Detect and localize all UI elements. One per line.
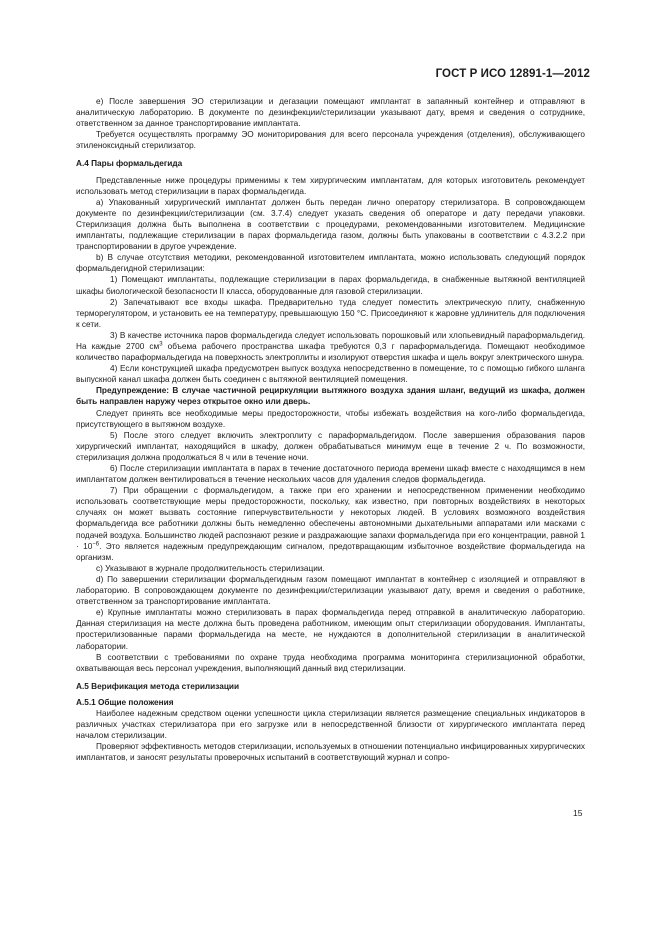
- paragraph-step-4: 4) Если конструкцией шкафа предусмотрен выпуск воздуха непосредственно в помещение, то с помощью гибкого шланга выпускной канал шкафа должен быть соединен с вытяжной вентиляцией помещения.: [76, 364, 585, 385]
- step-3-text-a: 3) В качестве источника паров формальдегида следует использовать порошковый или хлопьевидный параформальдегид. На каждые 2700 см: [76, 330, 585, 351]
- section-heading-a4: А.4 Пары формальдегида: [76, 159, 183, 169]
- subsection-heading-a5-1: А.5.1 Общие положения: [76, 697, 174, 707]
- paragraph-eo-monitoring: Требуется осуществлять программу ЭО мониторирования для всего персонала учреждения (отделения), обслуживающего этиленоксидный стерилизатор.: [76, 130, 585, 151]
- paragraph-step-5: 5) После этого следует включить электроплиту с параформальдегидом. После завершения образования паров хирургический имплантат, находящийся в шкафу, должен обрабатываться минимум еще в течение 2 ч. По возможности, стерилизация должна продолжаться 8 ч или в течение ночи.: [76, 430, 585, 462]
- paragraph-a4-item-c: с) Указывают в журнале продолжительность стерилизации.: [96, 563, 325, 573]
- section-heading-a5: А.5 Верификация метода стерилизации: [76, 681, 240, 691]
- paragraph-a4-item-e: е) Крупные имплантаты можно стерилизовать в парах формальдегида перед отправкой в аналитическую лабораторию. Данная стерилизация на месте должна быть проведена работником, имеющим опыт стерилизации оборудования. Имплантаты, простерилизованные парами формальдегида на месте, не нуждаются в дополнительной стерилизации в аналитической лаборатории.: [76, 608, 585, 651]
- step-7-superscript: −6: [92, 540, 100, 547]
- step-3-text-b: объема рабочего пространства шкафа требуются 0,3 г параформальдегида. Помещают необходимое количество параформальдегида на поверхность электроплиты и изолируют отверстия шкафа и щель вокруг электрического шнура.: [76, 341, 586, 363]
- paragraph-step-2: 2) Запечатывают все входы шкафа. Предварительно туда следует поместить электрическую плиту, снабженную терморегулятором, и установить ее на температуру, превышающую 150 °С. Присоединяют к жаровне удлинитель для подключения к сети.: [76, 297, 585, 329]
- paragraph-a5-1: Наиболее надежным средством оценки успешности цикла стерилизации является размещение специальных индикаторов в различных участках стерилизатора при его загрузке или в непосредственной близости от хирургического имплантата перед началом стерилизации.: [76, 708, 585, 741]
- step-3-superscript: 3: [159, 341, 163, 348]
- document-body: [76, 96, 585, 763]
- paragraph-a5-2: Проверяют эффективность методов стерилизации, используемых в отношении потенциально инфицированных хирургических имплантатов, и заносят результаты проверочных испытаний в соответствующий журнал и сопро-: [76, 742, 585, 763]
- paragraph-a4-item-d: d) По завершении стерилизации формальдегидным газом помещают имплантат в контейнер с изоляцией и отправляют в лабораторию. В сопровождающем документе по дезинфекции/стерилизации указывают дату, время и сведения о работнике, ответственном за транспортирование имплантата.: [76, 574, 585, 607]
- paragraph-precautions: Следует принять все необходимые меры предосторожности, чтобы избежать воздействия на кого-либо формальдегида, присутствующего в вытяжном воздухе.: [76, 408, 585, 429]
- paragraph-step-3: [76, 330, 585, 363]
- paragraph-step-7: [76, 485, 585, 563]
- paragraph-a4-monitoring: В соответствии с требованиями по охране труда необходима программа мониторинга стерилизационной обработки, охватывающая весь персонал учреждения, выполняющий данный вид стерилизации.: [76, 652, 585, 673]
- paragraph-a4-intro: Представленные ниже процедуры применимы к тем хирургическим имплантатам, для которых изготовитель рекомендует использовать метод стерилизации в парах формальдегида.: [76, 175, 585, 196]
- step-7-text-a: 7) При обращении с формальдегидом, а также при его хранении и непосредственном применении необходимо использовать соответствующие меры предосторожности, поскольку, как известно, при повторных воздействиях в некоторых случаях он может вызвать состояние гиперчувствительности у некоторых людей. В условиях возможного воздействия формальдегида все работники должны быть немедленно обеспечены автономными дыхательными аппаратами или масками с подачей воздуха. Большинство людей распознают резкие и раздражающие запахи формальдегида при его концентрации, равной 1 · 10: [76, 486, 585, 551]
- paragraph-step-1: 1) Помещают имплантаты, подлежащие стерилизации в парах формальдегида, в снабженные вытяжной вентиляцией шкафы биологической безопасности II класса, оборудованные для газовой стерилизации.: [76, 275, 585, 296]
- page-number: 15: [573, 808, 583, 818]
- page-header-standard: ГОСТ Р ИСО 12891-1—2012: [435, 68, 590, 80]
- paragraph-step-6: 6) После стерилизации имплантата в парах в течение достаточного периода времени шкаф вместе с находящимся в нем имплантатом должен вентилироваться в течение нескольких часов для удаления следов формальдегида.: [76, 464, 585, 485]
- step-7-text-b: . Это является надежным предупреждающим сигналом, предотвращающим избыточное воздействие формальдегида на организм.: [76, 541, 585, 562]
- paragraph-a4-item-a: а) Упакованный хирургический имплантат должен быть передан лично оператору стерилизатора. В сопровождающем документе по дезинфекции/стерилизации (см. 3.7.4) следует указать сведения об операторе и дату передачи упаковки. Стерилизация должна быть выполнена в соответствии с процедурами, рекомендованными изготовителем. Медицинские имплантаты, подлежащие стерилизации в парах формальдегида газом, должны быть упакованы в соответствии с 4.3.2.2 при транспортировании в другое учреждение.: [76, 197, 585, 252]
- paragraph-a4-item-b: b) В случае отсутствия методики, рекомендованной изготовителем имплантата, можно использовать следующий порядок формальдегидной стерилизации:: [76, 253, 585, 274]
- paragraph-warning: Предупреждение: В случае частичной рециркуляции вытяжного воздуха здания шланг, ведущий из шкафа, должен быть направлен наружу через открытое окно или дверь.: [76, 386, 585, 407]
- paragraph-e-eo: е) После завершения ЭО стерилизации и дегазации помещают имплантат в запаянный контейнер и отправляют в аналитическую лабораторию. В документе по дезинфекции/стерилизации указывают дату, время и сведения о сотруднике, ответственном за данное транспортирование имплантата.: [76, 97, 585, 129]
